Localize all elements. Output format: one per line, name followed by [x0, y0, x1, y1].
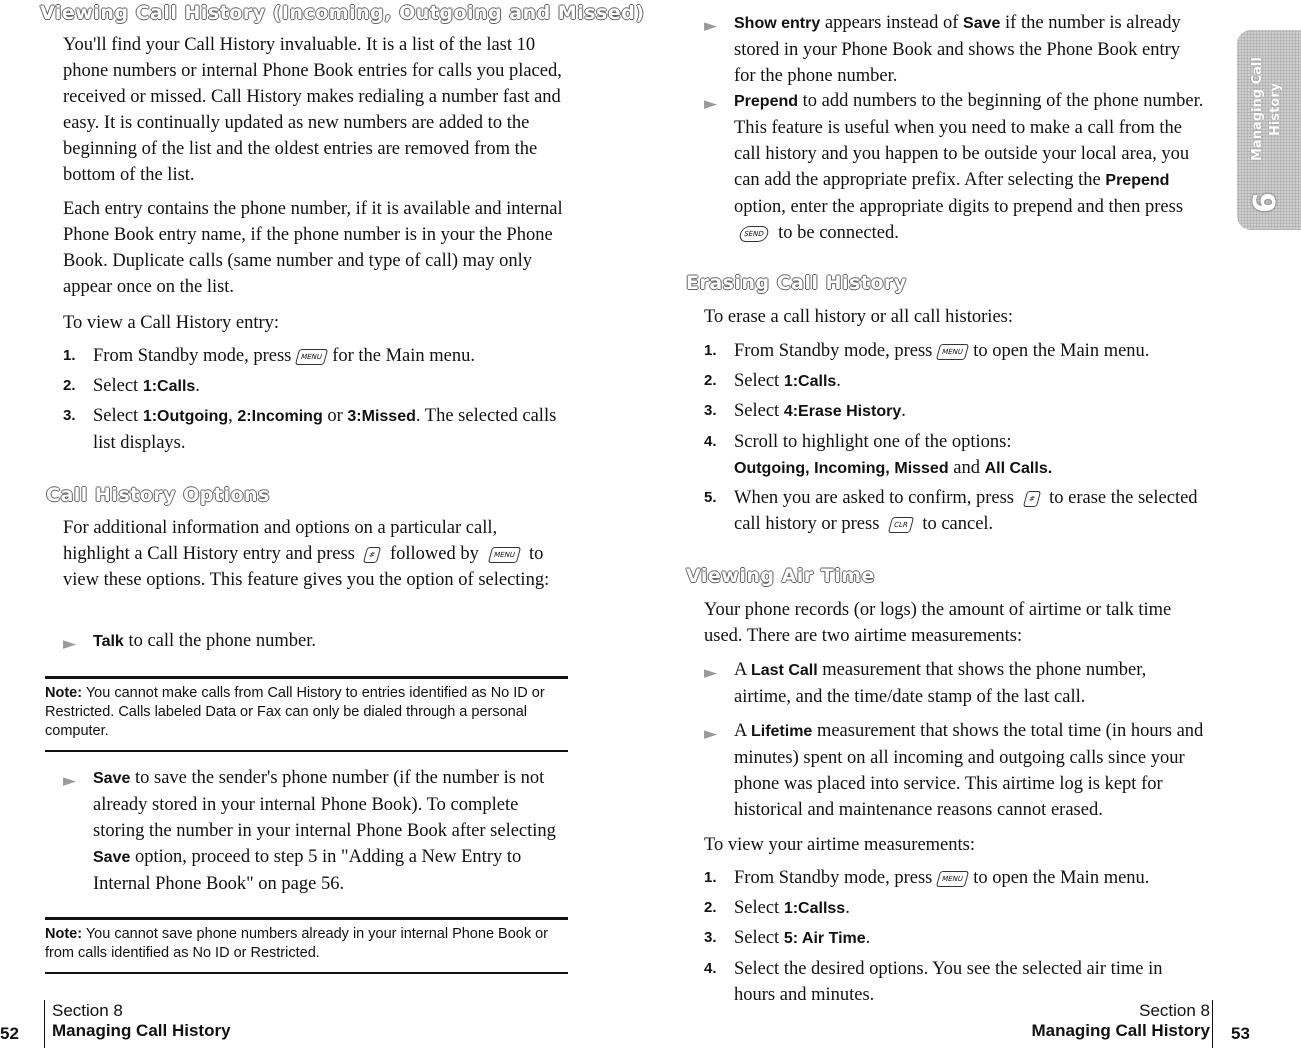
option-text: to add numbers to the beginning of the phone number. This feature is useful when you need to make a call from the call history and you happen to be outside your local area, you can add the appropriate prefix. After selecting the	[734, 91, 1204, 190]
step-text: Select	[734, 401, 780, 421]
right-page	[650, 0, 1301, 1048]
step-number: 3.	[704, 929, 717, 946]
note-label: Note:	[45, 926, 83, 942]
bullet-arrow-icon: ►	[704, 94, 718, 114]
air-step-2	[704, 895, 1204, 921]
erase-step-1	[704, 338, 1204, 364]
options-paragraph	[63, 515, 568, 593]
bullet-arrow-icon: ►	[704, 16, 718, 36]
note-text: You cannot make calls from Call History to entries identified as No ID or Restricted. Calls labeled Data or Fax can only be dialed through a personal computer.	[45, 685, 545, 739]
step-text: . The selected calls list displays.	[93, 406, 557, 453]
airtime-last-call	[704, 657, 1204, 709]
option-label: Last Call	[750, 662, 818, 679]
footer-divider	[44, 1000, 45, 1048]
note-box-2	[45, 917, 568, 974]
note-label: Note:	[45, 685, 83, 701]
menu-key-icon: MENU	[295, 349, 328, 365]
menu-key-icon: MENU	[936, 871, 969, 887]
air-step-3	[704, 925, 1204, 951]
note-text: You cannot save phone numbers already in your internal Phone Book or from calls identified as No ID or Restricted.	[45, 926, 549, 961]
option-text: option, enter the appropriate digits to prepend and then press	[734, 197, 1184, 217]
separator: ,	[228, 406, 233, 426]
option-text: measurement that shows the phone number, airtime, and the time/date stamp of the last call.	[734, 660, 1147, 707]
options-text: For additional information and options on a particular call, highlight a Call History entry and press	[63, 518, 498, 564]
options-text: followed by	[389, 544, 479, 564]
viewing-paragraph-2: Each entry contains the phone number, if it is available and internal Phone Book entry name, if the phone number is in your the Phone Book. Duplicate calls (same number and type of call) may only appear once on the list.	[63, 199, 563, 297]
erase-step-2	[704, 368, 1204, 394]
option-label: Prepend	[1105, 172, 1170, 189]
step-number: 3.	[704, 402, 717, 419]
option-text: to be connected.	[778, 223, 899, 243]
step-number: 1.	[704, 342, 717, 359]
bullet-arrow-icon: ►	[704, 724, 718, 744]
step-number: 1.	[704, 869, 717, 886]
airtime-paragraph-1: Your phone records (or logs) the amount of airtime or talk time used. There are two airtime measurements:	[704, 600, 1172, 646]
menu-key-icon: MENU	[487, 547, 520, 563]
step-text: From Standby mode, press	[734, 868, 933, 888]
separator: ,	[885, 460, 890, 477]
step-text: .	[836, 371, 841, 391]
left-page	[0, 0, 650, 1048]
menu-option: Missed	[894, 460, 949, 477]
bullet-arrow-icon: ►	[63, 634, 77, 654]
chapter-tab-label: Managing Call History	[1250, 57, 1283, 161]
step-number: 4.	[704, 433, 717, 450]
air-step-1	[704, 865, 1204, 891]
pound-key-icon: #	[363, 547, 381, 563]
step-number: 4.	[704, 960, 717, 977]
step-text: Select	[93, 376, 139, 396]
airtime-lifetime	[704, 718, 1204, 822]
step-number: 2.	[704, 372, 717, 389]
call-history-options-heading: Call History Options	[46, 484, 270, 506]
separator: or	[327, 406, 343, 426]
step-number: 5.	[704, 489, 717, 506]
step-text: and	[953, 458, 980, 478]
page-number-left: 52	[0, 1024, 19, 1043]
option-label: Prepend	[734, 93, 799, 110]
view-step-3	[63, 403, 568, 455]
viewing-call-history-heading: Viewing Call History (Incoming, Outgoing and Missed)	[40, 2, 645, 24]
footer-section: Section 8	[52, 1001, 123, 1020]
option-text: measurement that shows the total time (in hours and minutes) spent on all incoming and outgoing calls since your phone was placed into service. This airtime log is kept for historical and maintenance reasons cannot erased.	[734, 721, 1204, 820]
view-step-2	[63, 373, 568, 399]
erase-step-4	[704, 429, 1204, 481]
footer-title: Managing Call History	[52, 1021, 231, 1040]
menu-option: 4:Erase History	[783, 403, 902, 420]
bullet-arrow-icon: ►	[704, 663, 718, 683]
option-prepend	[704, 88, 1204, 244]
menu-option: 1:Callss	[783, 900, 846, 917]
step-text: Scroll to highlight one of the options:	[734, 432, 1012, 452]
separator: ,	[805, 460, 810, 477]
erase-step-5	[704, 485, 1204, 537]
menu-option: 1:Calls	[142, 378, 196, 395]
menu-option: 5: Air Time	[783, 930, 866, 947]
option-text: A	[734, 660, 747, 680]
airtime-paragraph-2: To view your airtime measurements:	[704, 835, 975, 855]
option-label: Save	[93, 849, 131, 866]
step-text: When you are asked to confirm, press	[734, 488, 1014, 508]
menu-option: Incoming	[814, 460, 886, 477]
viewing-paragraph-1: You'll find your Call History invaluable. It is a list of the last 10 phone numbers or internal Phone Book entries for calls you placed, received or missed. Call History makes redialing a number fast and easy. It is continually updated as new numbers are added to the beginning of the list and the oldest entries are removed from the bottom of the list.	[63, 35, 562, 185]
option-label: Lifetime	[750, 723, 813, 740]
options-text: to view these options. This feature gives you the option of selecting:	[63, 544, 550, 590]
step-text: Select	[734, 371, 780, 391]
step-text: Select	[734, 898, 780, 918]
option-text: A	[734, 721, 747, 741]
menu-option: 1:Calls	[783, 373, 837, 390]
step-text: to open the Main menu.	[973, 868, 1150, 888]
option-text: option, proceed to step 5 in "Adding a New Entry to Internal Phone Book" on page 56.	[93, 847, 522, 894]
erase-step-3	[704, 398, 1204, 424]
step-number: 1.	[63, 347, 76, 364]
send-key-icon: SEND	[738, 226, 770, 242]
viewing-paragraph-3: To view a Call History entry:	[63, 313, 280, 333]
footer-left	[52, 1001, 231, 1041]
option-label: Save	[93, 770, 131, 787]
pound-key-icon: #	[1022, 491, 1040, 507]
option-label: Talk	[93, 633, 124, 650]
menu-key-icon: MENU	[936, 344, 969, 360]
step-text: .	[845, 898, 850, 918]
erasing-call-history-heading: Erasing Call History	[686, 272, 907, 294]
step-number: 3.	[63, 407, 76, 424]
menu-option: Outgoing	[734, 460, 806, 477]
option-save	[63, 765, 568, 895]
step-text: From Standby mode, press	[93, 346, 292, 366]
chapter-tab-number: 6	[1247, 192, 1283, 213]
option-talk	[63, 628, 568, 654]
menu-option: 3:Missed	[347, 408, 416, 425]
step-number: 2.	[63, 377, 76, 394]
step-text: Select	[734, 928, 780, 948]
note-box-1	[45, 676, 568, 752]
step-number: 2.	[704, 899, 717, 916]
option-text: appears instead of	[824, 13, 959, 33]
footer-title: Managing Call History	[1031, 1021, 1210, 1040]
option-label: Save	[963, 15, 1001, 32]
bullet-arrow-icon: ►	[63, 771, 77, 791]
footer-section: Section 8	[1139, 1001, 1210, 1020]
option-text: if the number is already stored in your Phone Book and shows the Phone Book entry for the phone number.	[734, 13, 1181, 86]
footer-divider	[1212, 1000, 1213, 1048]
view-step-1	[63, 343, 568, 369]
step-text: From Standby mode, press	[734, 341, 933, 361]
viewing-air-time-heading: Viewing Air Time	[686, 565, 875, 587]
menu-option: 2:Incoming	[237, 408, 323, 425]
option-text: to save the sender's phone number (if the number is not already stored in your internal Phone Book). To complete storing the number in your internal Phone Book after selecting	[93, 768, 556, 841]
step-text: .	[901, 401, 906, 421]
menu-option: 1:Outgoing	[142, 408, 229, 425]
footer-right	[1031, 1001, 1210, 1041]
step-text: Select the desired options. You see the selected air time in hours and minutes.	[734, 959, 1163, 1005]
step-text: to open the Main menu.	[973, 341, 1150, 361]
option-label: Show entry	[734, 15, 821, 32]
erasing-intro: To erase a call history or all call histories:	[704, 307, 1013, 327]
option-text: to call the phone number.	[128, 631, 316, 651]
page-number-right: 53	[1231, 1024, 1250, 1043]
step-text: .	[195, 376, 200, 396]
clr-key-icon: CLR	[888, 517, 914, 533]
step-text: to cancel.	[922, 514, 994, 534]
menu-option: All Calls.	[984, 460, 1053, 477]
step-text: for the Main menu.	[332, 346, 476, 366]
step-text: Select	[93, 406, 139, 426]
chapter-tab	[1237, 30, 1301, 230]
option-show-entry	[704, 10, 1204, 88]
step-text: .	[865, 928, 871, 948]
step-text: to erase the selected call history or press	[734, 488, 1198, 534]
